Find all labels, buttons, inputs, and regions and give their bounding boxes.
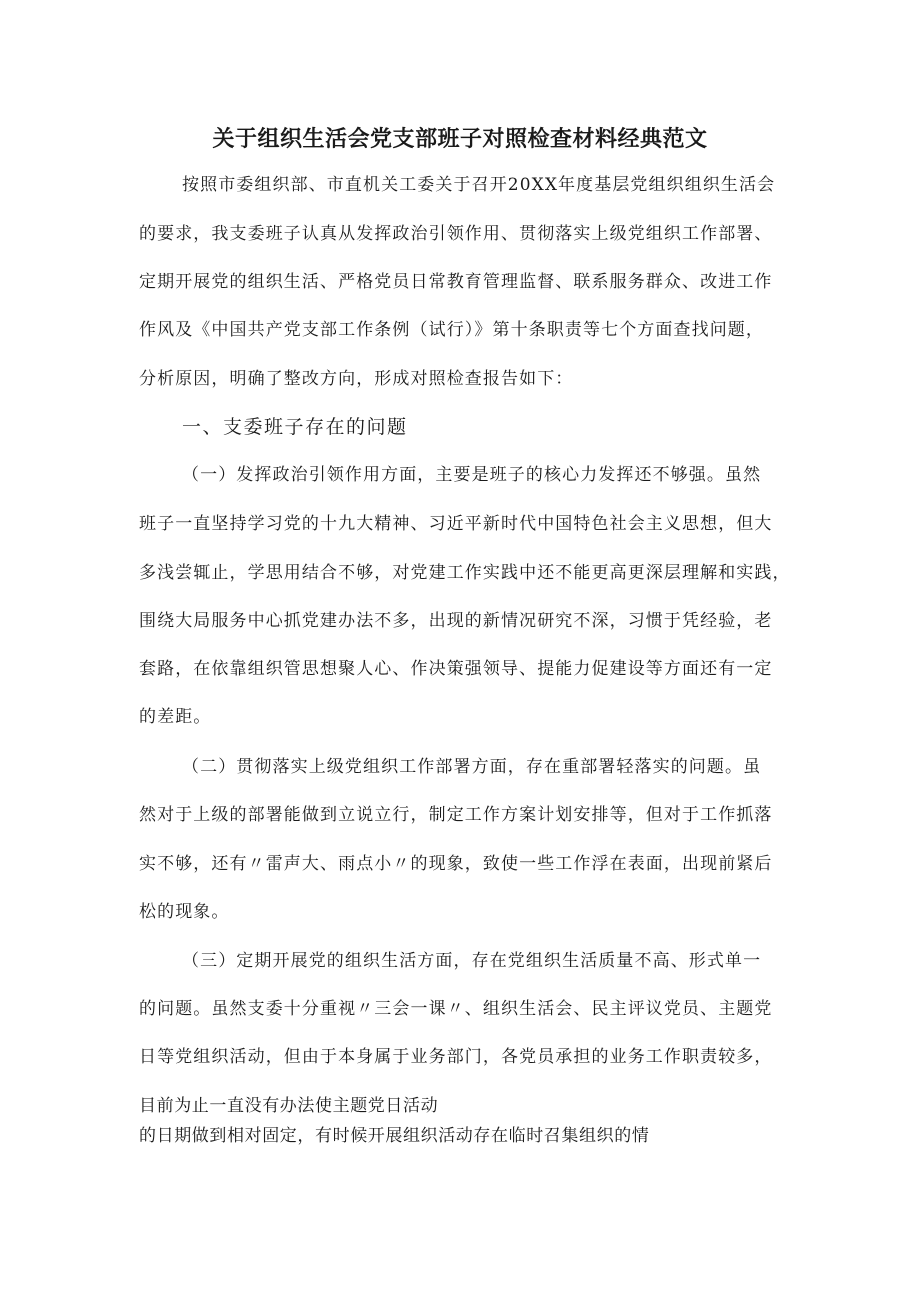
para3-line-1: （三）定期开展党的组织生活方面，存在党组织生活质量不高、形式单一 [182,951,762,971]
para2-line-1: （二）贯彻落实上级党组织工作部署方面，存在重部署轻落实的问题。虽 [182,757,762,777]
intro-line-4: 作风及《中国共产党支部工作条例（试行）》第十条职责等七个方面查找问题， [139,320,764,340]
para1-line-1: （一）发挥政治引领作用方面，主要是班子的核心力发挥还不够强。虽然 [182,465,762,485]
para3-line-2: 的问题。虽然支委十分重视〃三会一课〃、组织生活会、民主评议党员、主题党 [139,999,773,1019]
para3-line-4: 目前为止一直没有办法使主题党日活动 [139,1096,439,1116]
para1-line-5: 套路，在依靠组织管思想聚人心、作决策强领导、提能力促建设等方面还有一定 [139,659,773,679]
intro-line-3: 定期开展党的组织生活、严格党员日常教育管理监督、联系服务群众、改进工作 [139,272,773,292]
section-heading-1: 一、支委班子存在的问题 [182,416,408,438]
para1-line-2: 班子一直坚持学习党的十九大精神、习近平新时代中国特色社会主义思想，但大 [139,514,773,534]
document-title: 关于组织生活会党支部班子对照检查材料经典范文 [212,127,708,152]
para3-line-5: 的日期做到相对固定，有时候开展组织活动存在临时召集组织的情 [139,1126,650,1146]
intro-line-5: 分析原因，明确了整改方向，形成对照检查报告如下： [139,369,574,389]
para2-line-3: 实不够，还有〃雷声大、雨点小〃的现象，致使一些工作浮在表面，出现前紧后 [139,854,773,874]
para2-line-4: 松的现象。 [139,902,230,922]
para1-line-6: 的差距。 [139,707,212,727]
para2-line-2: 然对于上级的部署能做到立说立行，制定工作方案计划安排等，但对于工作抓落 [139,805,773,825]
intro-line-2: 的要求，我支委班子认真从发挥政治引领作用、贯彻落实上级党组织工作部署、 [139,224,773,244]
intro-line-1: 按照市委组织部、市直机关工委关于召开20XX年度基层党组织组织生活会 [182,175,776,195]
para1-line-3: 多浅尝辄止，学思用结合不够，对党建工作实践中还不能更高更深层理解和实践， [139,563,791,583]
para1-line-4: 围绕大局服务中心抓党建办法不多，出现的新情况研究不深，习惯于凭经验，老 [139,611,773,631]
para3-line-3: 日等党组织活动，但由于本身属于业务部门，各党员承担的业务工作职责较多， [139,1047,773,1067]
